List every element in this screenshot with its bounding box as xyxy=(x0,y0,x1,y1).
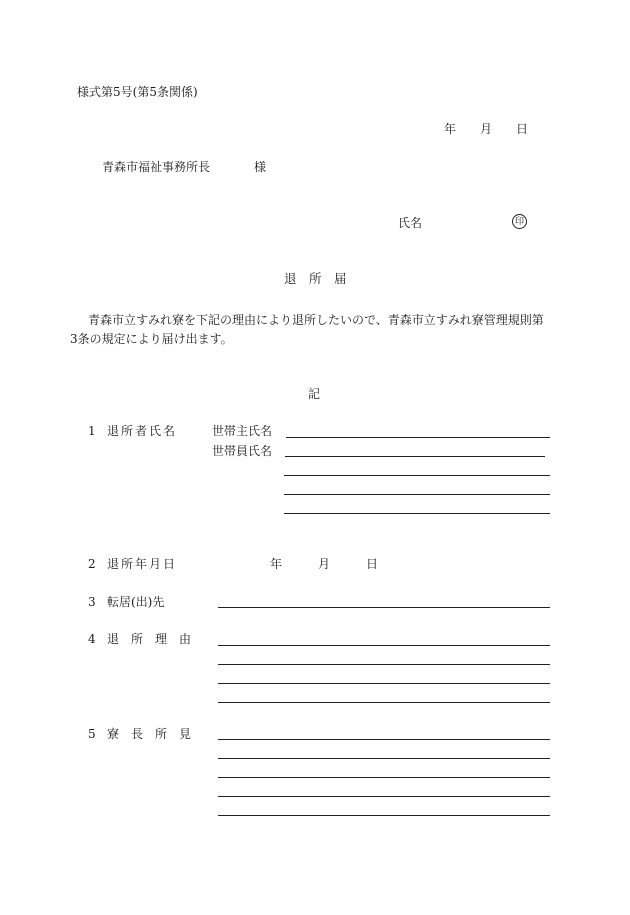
leave-day-label: 日 xyxy=(366,557,379,571)
date-month-label: 月 xyxy=(480,122,493,136)
form-code: 様式第5号(第5条関係) xyxy=(77,85,198,99)
item4-label: 退 所 理 由 xyxy=(107,632,192,646)
addressee-honorific: 様 xyxy=(254,160,267,174)
addressee-title: 青森市福祉事務所長 xyxy=(102,160,211,174)
opinion-field-2[interactable] xyxy=(218,758,550,759)
household-member-field-1[interactable] xyxy=(285,456,545,457)
body-line-2: 3条の規定により届け出ます。 xyxy=(70,332,233,346)
opinion-field-3[interactable] xyxy=(218,777,550,778)
opinion-field-1[interactable] xyxy=(218,739,550,740)
item1-label: 退所者氏名 xyxy=(107,424,178,438)
household-member-field-3[interactable] xyxy=(284,494,550,495)
opinion-field-5[interactable] xyxy=(218,815,550,816)
date-day-label: 日 xyxy=(516,122,529,136)
reason-field-3[interactable] xyxy=(218,683,550,684)
item2-number: 2 xyxy=(88,557,96,571)
item1-number: 1 xyxy=(88,424,96,438)
leave-year-label: 年 xyxy=(270,557,283,571)
date-year-label: 年 xyxy=(444,122,457,136)
body-line-1: 青森市立すみれ寮を下記の理由により退所したいので、青森市立すみれ寮管理規則第 xyxy=(88,313,544,327)
new-address-field[interactable] xyxy=(218,607,550,608)
item5-number: 5 xyxy=(88,727,96,741)
body-paragraph xyxy=(70,311,560,349)
household-member-field-2[interactable] xyxy=(284,475,550,476)
leave-month-label: 月 xyxy=(318,557,331,571)
ki-label: 記 xyxy=(308,387,321,401)
opinion-field-4[interactable] xyxy=(218,796,550,797)
household-member-label: 世帯員氏名 xyxy=(212,444,273,458)
item3-number: 3 xyxy=(88,595,96,609)
household-head-field[interactable] xyxy=(286,437,550,438)
item5-label: 寮 長 所 見 xyxy=(107,727,192,741)
reason-field-1[interactable] xyxy=(218,645,550,646)
applicant-name-label: 氏名 xyxy=(398,216,423,230)
reason-field-2[interactable] xyxy=(218,664,550,665)
seal-mark: 印 xyxy=(512,214,527,229)
item2-label: 退所年月日 xyxy=(107,557,178,571)
reason-field-4[interactable] xyxy=(218,702,550,703)
household-member-field-4[interactable] xyxy=(284,513,550,514)
household-head-label: 世帯主氏名 xyxy=(212,424,273,438)
item3-label: 転居(出)先 xyxy=(107,595,165,609)
item4-number: 4 xyxy=(88,632,96,646)
document-title: 退 所 届 xyxy=(284,271,347,286)
